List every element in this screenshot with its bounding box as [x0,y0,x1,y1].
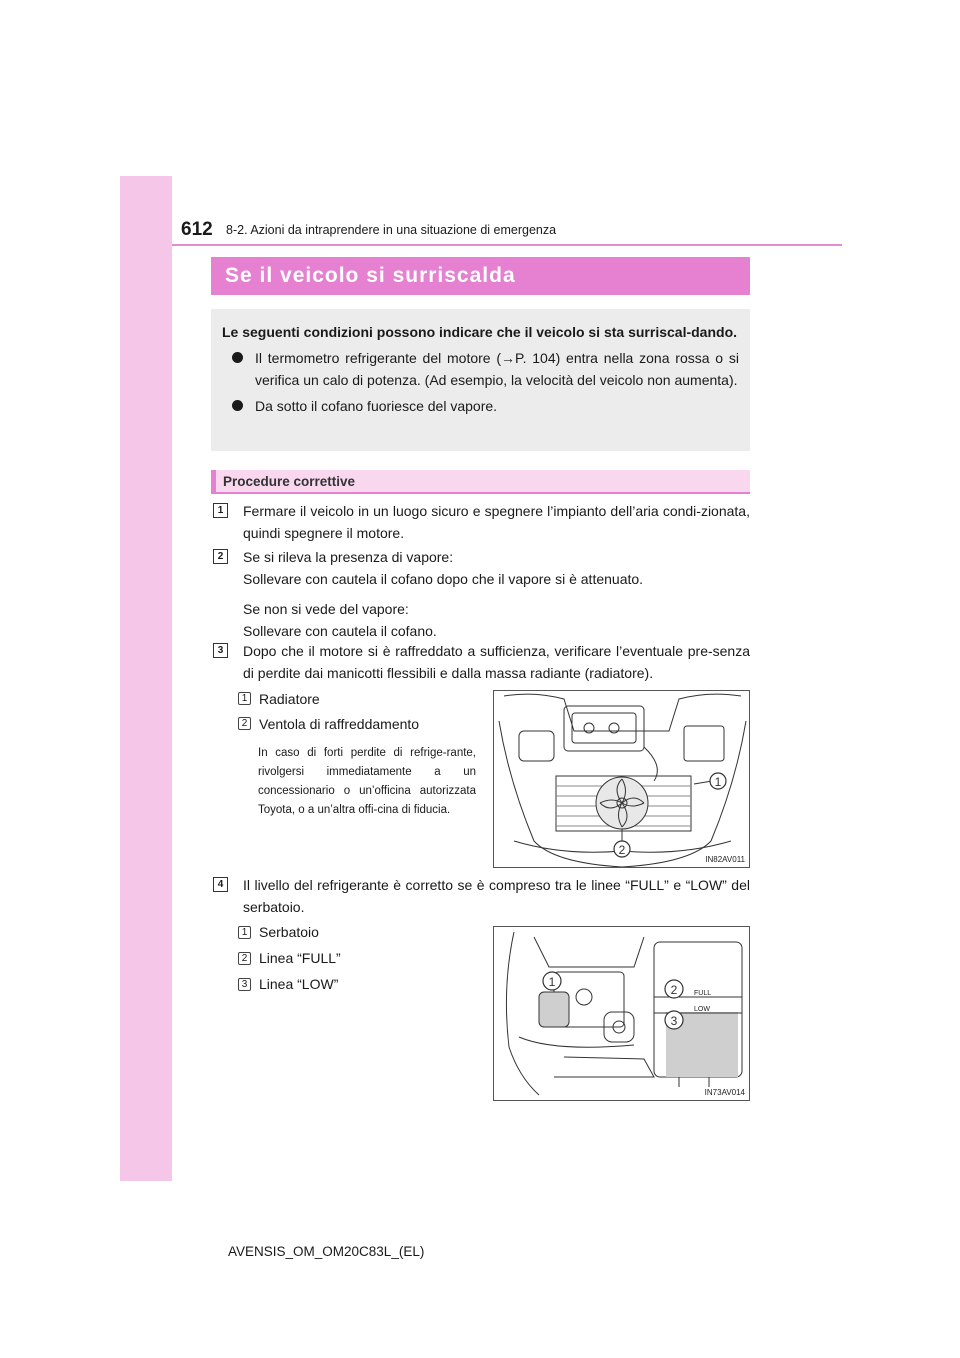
figure-2-callout-3: 3 [670,1014,678,1028]
step-1-text [243,500,750,544]
coolant-tank-figure [493,926,750,1101]
legend-number: 2 [238,717,251,730]
legend-label-serbatoio: Serbatoio [259,924,319,940]
info-intro: Le seguenti condizioni possono indicare che il veicolo si sta surriscal-dando. [222,324,738,340]
section-title: Se il veicolo si surriscalda [225,264,516,287]
step-number-1: 1 [213,503,228,518]
step-number-2: 2 [213,549,228,564]
bullet-dot-icon [232,352,243,363]
coolant-tank-illustration [494,927,750,1101]
step-line: Se non si vede del vapore: [243,601,409,617]
legend-label-radiatore: Radiatore [259,691,320,707]
figure-1-code: IN82AV011 [705,855,745,864]
chapter-title: 8-2. Azioni da intraprendere in una situazione di emergenza [226,223,557,237]
step-number-3: 3 [213,643,228,658]
info-bullet [222,395,739,417]
tank-full-mark: FULL [694,990,712,997]
figure-2-code: IN73AV014 [704,1088,745,1097]
legend-number: 3 [238,978,251,991]
step-line: Sollevare con cautela il cofano. [243,623,437,639]
step-line: Dopo che il motore si è raffreddato a sufficienza, verificare l’eventuale pre-senza di perdite dai manicotti flessibili e dalla massa radiante (radiatore). [243,643,750,681]
engine-bay-figure [493,690,750,868]
legend-label-low: Linea “LOW” [259,976,339,992]
step-line: Il livello del refrigerante è corretto se è compreso tra le linee “FULL” e “LOW” del serbatoio. [243,877,750,915]
header-rule [172,244,842,246]
step-number-4: 4 [213,877,228,892]
page-number: 612 [181,219,213,240]
legend-number: 1 [238,692,251,705]
procedures-header-bar [211,470,216,492]
info-bullet [222,347,739,391]
step-3-text [243,640,750,684]
bullet-dot-icon [232,400,243,411]
tank-low-mark: LOW [694,1006,710,1013]
warning-info-box [211,309,750,451]
figure-1-callout-1: 1 [714,775,722,789]
engine-bay-illustration [494,691,750,868]
legend-number: 2 [238,952,251,965]
legend-number: 1 [238,926,251,939]
figure-1-callout-2: 2 [618,843,626,857]
step-line: Sollevare con cautela il cofano dopo che il vapore si è attenuato. [243,571,644,587]
figure-2-callout-2: 2 [670,983,678,997]
procedures-header [211,470,750,494]
step-line: Se si rileva la presenza di vapore: [243,549,454,565]
leak-note: In caso di forti perdite di refrige-rante, rivolgersi immediatamente a un concessionario o un’officina autorizzata Toyota, o a un’altra offi-cina di fiducia. [258,747,476,816]
legend-label-ventola: Ventola di raffreddamento [259,716,420,732]
legend-label-full: Linea “FULL” [259,950,341,966]
section-title-banner [211,257,750,295]
step-line: Fermare il veicolo in un luogo sicuro e spegnere l’impianto dell’aria condi-zionata, quindi spegnere il motore. [243,503,750,541]
side-band [120,176,172,1181]
document-footer: AVENSIS_OM_OM20C83L_(EL) [228,1244,425,1259]
step-2-text [243,546,750,642]
procedures-title: Procedure correttive [223,474,356,489]
figure-2-callout-1: 1 [548,975,556,989]
info-bullet-text: Da sotto il cofano fuoriesce del vapore. [255,398,498,414]
step-4-text [243,874,750,918]
info-bullet-text: Il termometro refrigerante del motore (→P. 104) entra nella zona rossa o si verifica un calo di potenza. (Ad esempio, la velocità del veicolo non aumenta). [255,350,739,388]
